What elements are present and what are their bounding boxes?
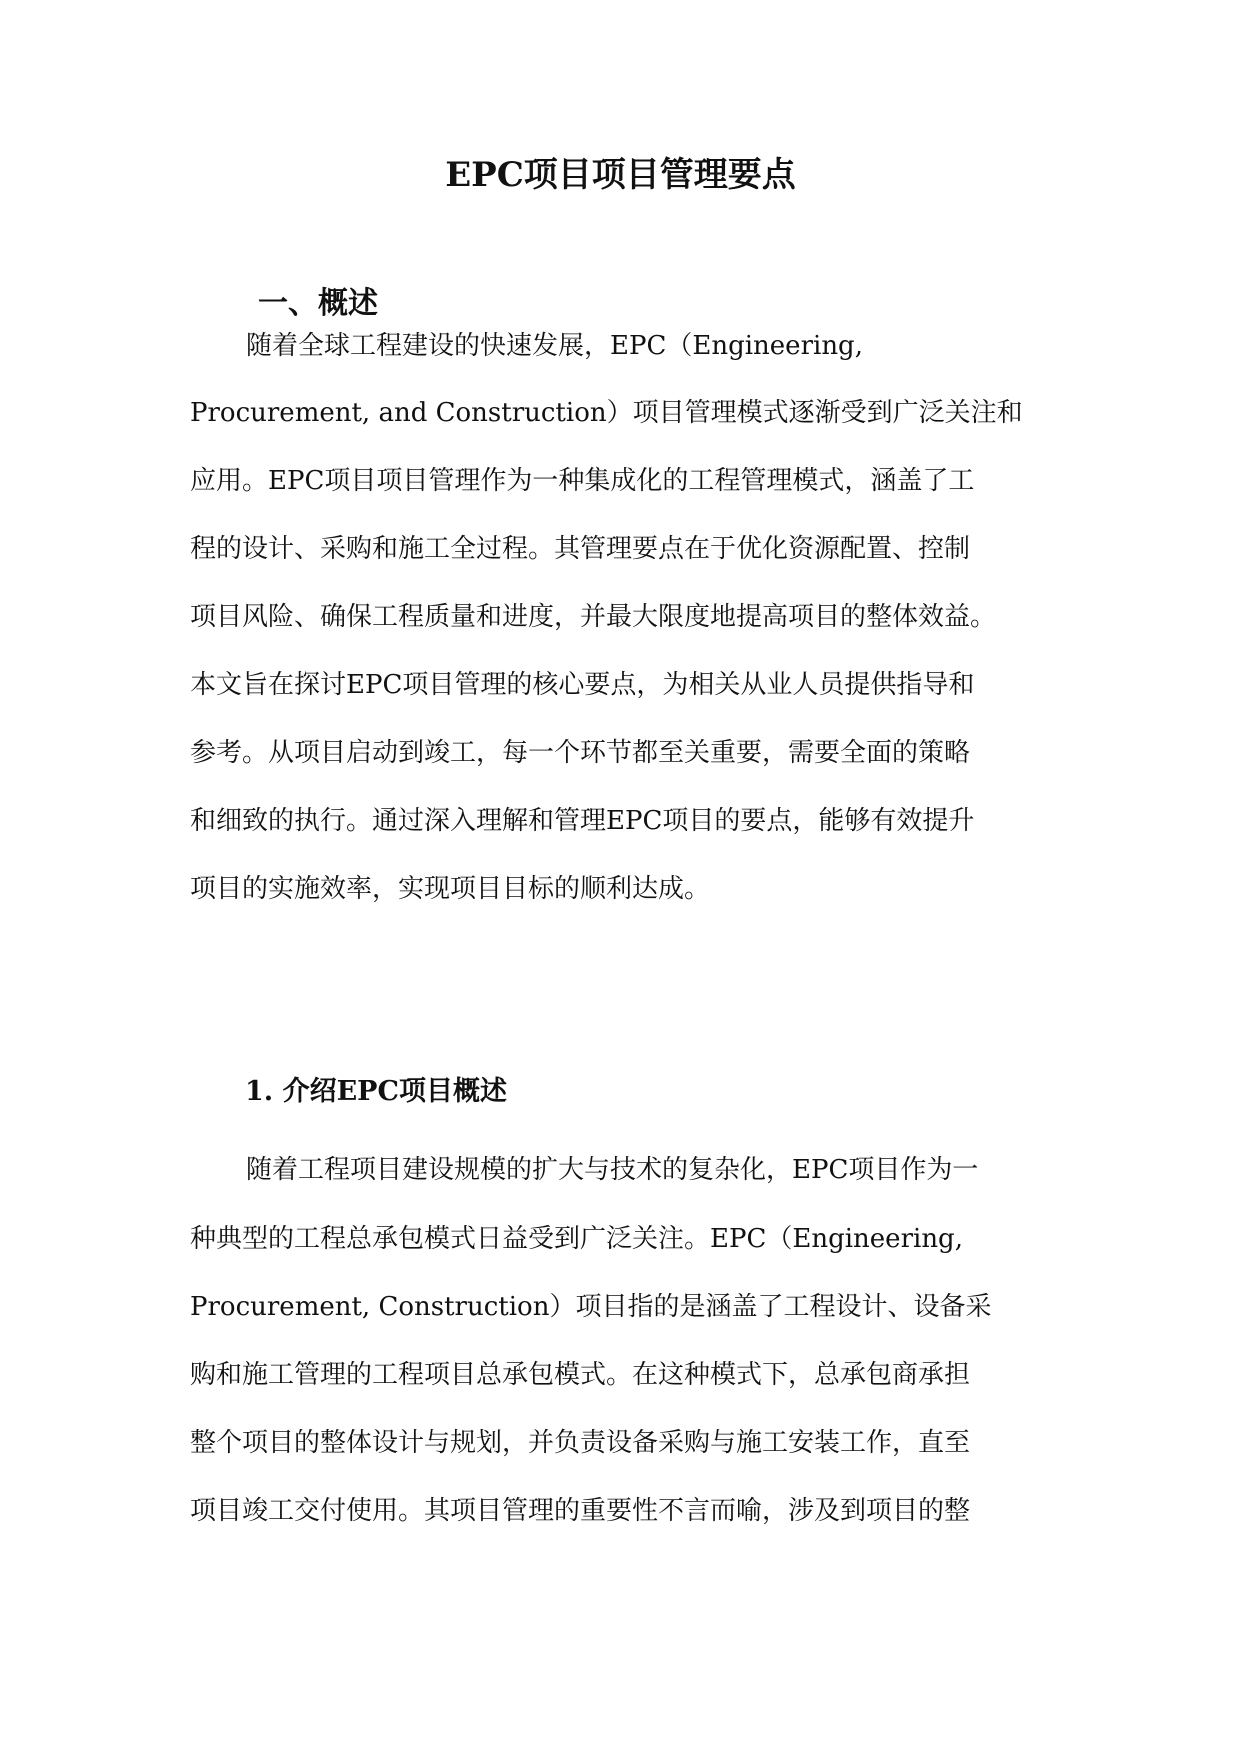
subsection-heading-epc-overview: 1. 介绍EPC项目概述 (245, 1076, 507, 1107)
paragraph-line: 购和施工管理的工程项目总承包模式。在这种模式下，总承包商承担 (190, 1360, 971, 1390)
section-heading-overview: 一、概述 (258, 286, 378, 321)
paragraph-line: 本文旨在探讨EPC项目管理的核心要点，为相关从业人员提供指导和 (190, 670, 975, 700)
paragraph-line: 和细致的执行。通过深入理解和管理EPC项目的要点，能够有效提升 (190, 806, 975, 836)
document-title: EPC项目项目管理要点 (445, 155, 796, 195)
paragraph-line: 项目风险、确保工程质量和进度，并最大限度地提高项目的整体效益。 (190, 602, 997, 632)
paragraph-line: 项目竣工交付使用。其项目管理的重要性不言而喻，涉及到项目的整 (190, 1496, 971, 1526)
paragraph-line: 整个项目的整体设计与规划，并负责设备采购与施工安装工作，直至 (190, 1428, 971, 1458)
paragraph-line: Procurement, Construction）项目指的是涵盖了工程设计、设备采 (190, 1292, 992, 1322)
paragraph-line: 参考。从项目启动到竣工，每一个环节都至关重要，需要全面的策略 (190, 738, 971, 768)
paragraph-line: 种典型的工程总承包模式日益受到广泛关注。EPC（Engineering, (190, 1224, 963, 1254)
paragraph-line: 应用。EPC项目项目管理作为一种集成化的工程管理模式，涵盖了工 (190, 466, 975, 496)
paragraph-line: 程的设计、采购和施工全过程。其管理要点在于优化资源配置、控制 (190, 534, 971, 564)
paragraph-line: 随着全球工程建设的快速发展，EPC（Engineering, (246, 331, 863, 361)
paragraph-line: 项目的实施效率，实现项目目标的顺利达成。 (190, 874, 711, 904)
paragraph-line: 随着工程项目建设规模的扩大与技术的复杂化，EPC项目作为一 (246, 1155, 979, 1185)
paragraph-line: Procurement, and Construction）项目管理模式逐渐受到广泛关注和 (190, 398, 1023, 428)
